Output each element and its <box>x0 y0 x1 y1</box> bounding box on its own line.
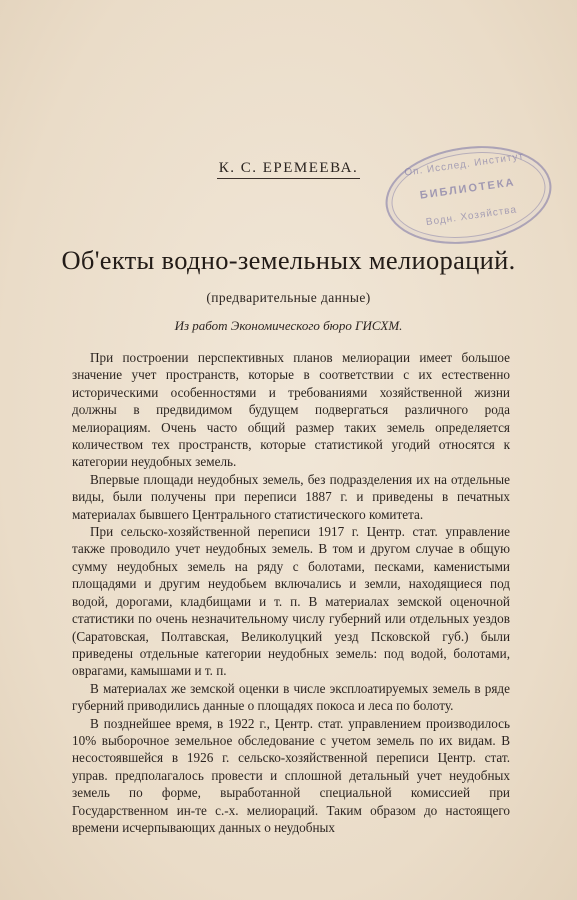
library-stamp <box>379 136 558 254</box>
article-body <box>72 349 510 836</box>
stamp-middle-text: БИБЛИОТЕКА <box>419 176 517 202</box>
article-subtitle: (предварительные данные) <box>206 290 371 305</box>
paragraph: При построении перспективных планов мелиорации имеет большое значение учет пространств, которые в соответствии с их естественно историческими особенностями и требованиями хозяйственной жизни должны в предвидимом будущем подвергаться различного рода мелиорациям. Очень часто общий размер таких земель определяется количеством тех пространств, которые статистикой угодий относятся к категории неудобных земель. <box>72 350 510 470</box>
article-source: Из работ Экономического бюро ГИСХМ. <box>174 318 403 333</box>
paragraph: В позднейшее время, в 1922 г., Центр. стат. управлением производилось 10% выборочное земельное обследование с учетом земель по их видам. В несостоявшейся в 1926 г. сельско-хозяйственной переписи Центр. стат. управ. предполагалось провести и сплошной детальный учет неудобных земель по форме, выработанной специальной комиссией при Государственном ин-те с.-х. мелиораций. Таким образом до настоящего времени исчерпывающих данных о неудобных <box>72 715 510 835</box>
stamp-bottom-text: Водн. Хозяйства <box>425 204 518 229</box>
article-title: Об'екты водно-земельных мелиораций. <box>61 245 516 275</box>
author-text: К. С. ЕРЕМЕЕВА. <box>217 160 360 179</box>
stamp-top-text: Оп. Исслед. Институт <box>403 150 525 179</box>
paragraph: В материалах же земской оценки в числе эксплоатируемых земель в ряде губерний приводились данные о площадях покоса и леса по болоту. <box>72 680 510 714</box>
paragraph: Впервые площади неудобных земель, без подразделения их на отдельные виды, были получены при переписи 1887 г. и приведены в печатных материалах бывшего Центрального статистического комитета. <box>72 471 510 522</box>
paragraph: При сельско-хозяйственной переписи 1917 г. Центр. стат. управление также проводило учет неудобных земель. В том и другом случае в общую сумму неудобных земель на ряду с болотами, песками, каменистыми площадями и другим неудобьем включались и земли, находящиеся под водой, дорогами, кладбищами и т. п. В материалах земской оценочной статистики по очень незначительному числу губерний или отдельных уездов (Саратовская, Полтавская, Великолуцкий уезд Псковской губ.) были приведены отдельные категории неудобных земель: под водой, болотами, оврагами, камышами и т. п. <box>72 524 510 679</box>
